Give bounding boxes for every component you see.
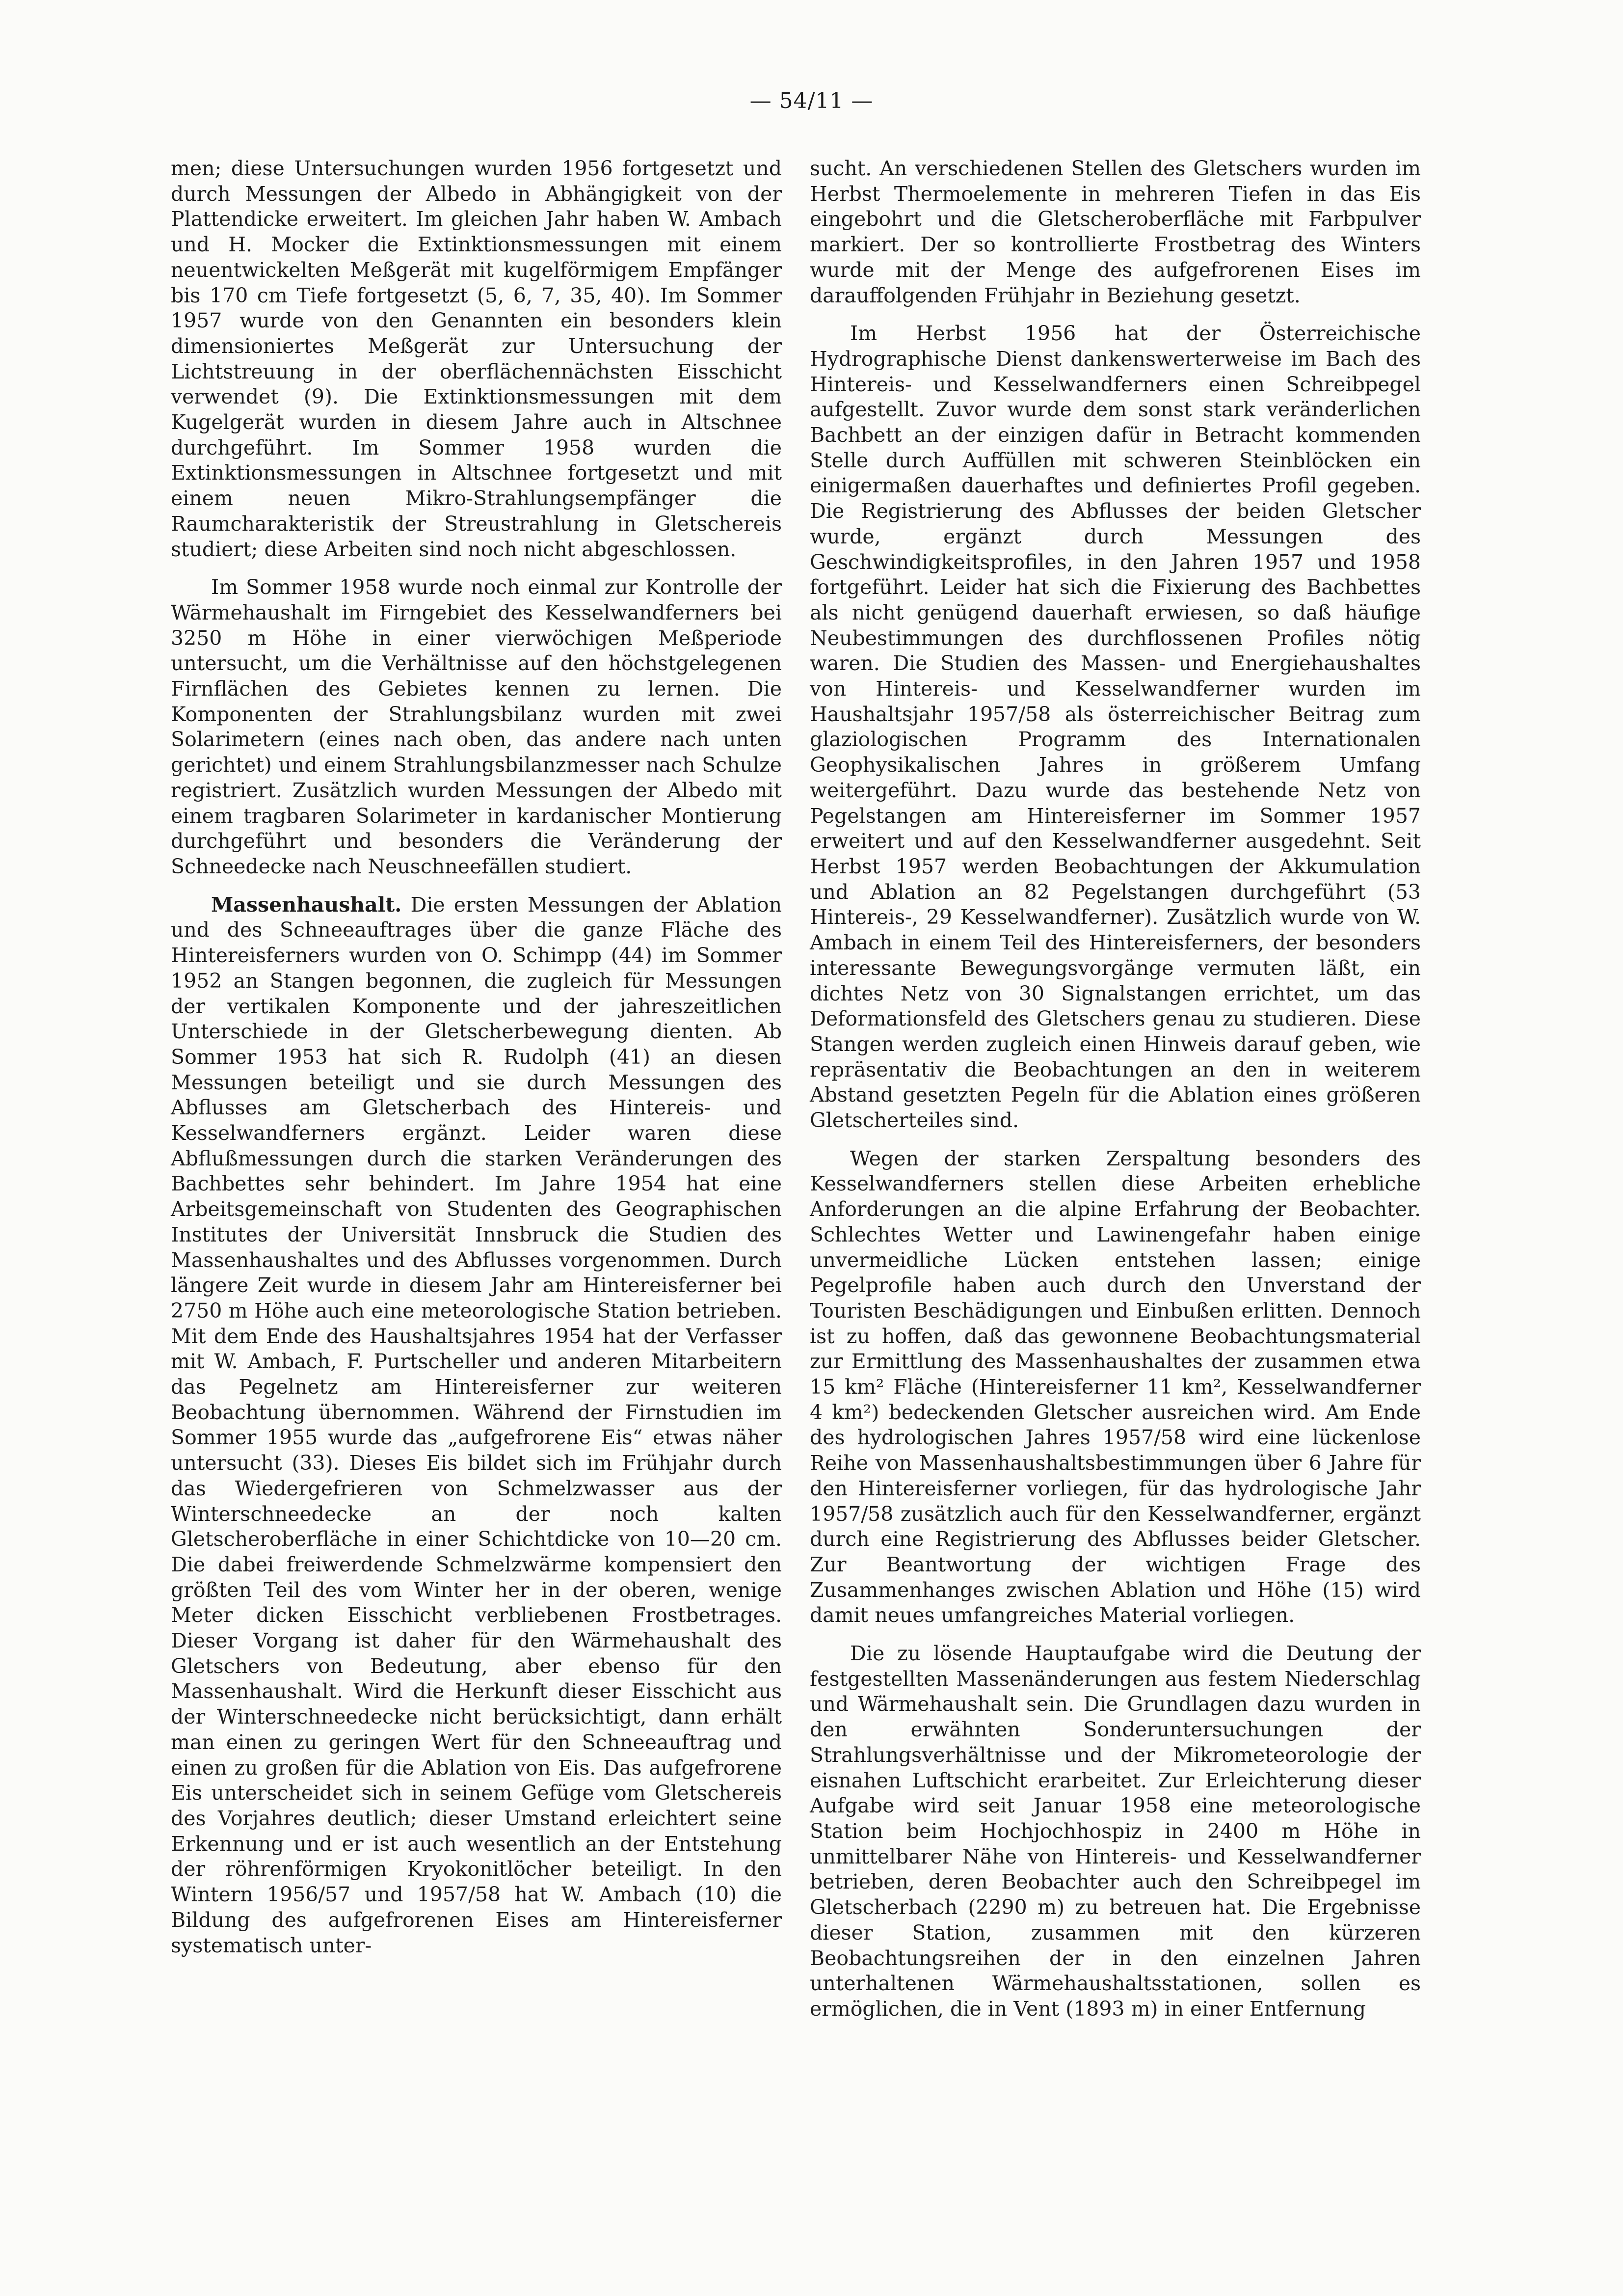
right-column — [810, 156, 1421, 2035]
paragraph-massenhaushalt — [171, 892, 782, 1959]
paragraph-body: Die ersten Messungen der Ablation und des Schneeauftrages über die ganze Fläche des Hintereisferners wurden von O. Schimpp (44) im Sommer 1952 an Stangen begonnen, die zugleich für Messungen der vertikalen Komponente und der jahreszeitlichen Unterschiede in der Gletscherbewegung dienten. Ab Sommer 1953 hat sich R. Rudolph (41) an diesen Messungen beteiligt und sie durch Messungen des Abflusses am Gletscherbach des Hintereis- und Kesselwandferners ergänzt. Leider waren diese Abflußmessungen durch die starken Veränderungen des Bachbettes sehr behindert. Im Jahre 1954 hat eine Arbeitsgemeinschaft von Studenten des Geographischen Institutes der Universität Innsbruck die Studien des Massenhaushaltes und des Abflusses vorgenommen. Durch längere Zeit wurde in diesem Jahr am Hintereisferner bei 2750 m Höhe auch eine meteorologische Station betrieben. Mit dem Ende des Haushaltsjahres 1954 hat der Verfasser mit W. Ambach, F. Purtscheller und anderen Mitarbeitern das Pegelnetz am Hintereisferner zur weiteren Beobachtung übernommen. Während der Firnstudien im Sommer 1955 wurde das „aufgefrorene Eis“ etwas näher untersucht (33). Dieses Eis bildet sich im Frühjahr durch das Wiedergefrieren von Schmelzwasser aus der Winterschneedecke an der noch kalten Gletscheroberfläche in einer Schichtdicke von 10—20 cm. Die dabei freiwerdende Schmelzwärme kompensiert den größten Teil des vom Winter her in der oberen, wenige Meter dicken Eisschicht verbliebenen Frostbetrages. Dieser Vorgang ist daher für den Wärmehaushalt des Gletschers von Bedeutung, aber ebenso für den Massenhaushalt. Wird die Herkunft dieser Eisschicht aus der Winterschneedecke nicht berücksichtigt, dann erhält man einen zu geringen Wert für den Schneeauftrag und einen zu großen für die Ablation von Eis. Das aufgefrorene Eis unterscheidet sich in seinem Gefüge vom Gletschereis des Vorjahres deutlich; dieser Umstand erleichtert seine Erkennung und er ist auch wesentlich an der Entstehung der röhrenförmigen Kryokonitlöcher beteiligt. In den Wintern 1956/57 und 1957/58 hat W. Ambach (10) die Bildung des aufgefrorenen Eises am Hintereisferner systematisch unter- — [171, 892, 782, 1957]
paragraph: Im Herbst 1956 hat der Österreichische Hydrographische Dienst dankenswerterweise im Bach des Hintereis- und Kesselwandferners einen Schreibpegel aufgestellt. Zuvor wurde dem sonst stark veränderlichen Bachbett an der einzigen dafür in Betracht kommenden Stelle durch Auffüllen mit schweren Steinblöcken ein einigermaßen dauerhaftes und definiertes Profil gegeben. Die Registrierung des Abflusses der beiden Gletscher wurde, ergänzt durch Messungen des Geschwindigkeitsprofiles, in den Jahren 1957 und 1958 fortgeführt. Leider hat sich die Fixierung des Bachbettes als nicht genügend dauerhaft erwiesen, so daß häufige Neubestimmungen des durchflossenen Profiles nötig waren. Die Studien des Massen- und Energiehaushaltes von Hintereis- und Kesselwandferner wurden im Haushaltsjahr 1957/58 als österreichischer Beitrag zum glaziologischen Programm des Internationalen Geophysikalischen Jahres in größerem Umfang weitergeführt. Dazu wurde das bestehende Netz von Pegelstangen am Hintereisferner im Sommer 1957 erweitert und auf den Kesselwandferner ausgedehnt. Seit Herbst 1957 werden Beobachtungen der Akkumulation und Ablation an 82 Pegelstangen durchgeführt (53 Hintereis-, 29 Kesselwandferner). Zusätzlich wurde von W. Ambach in einem Teil des Hintereisferners, der besonders interessante Bewegungsvorgänge vermuten läßt, ein dichtes Netz von 30 Signalstangen errichtet, um das Deformationsfeld des Gletschers genau zu studieren. Diese Stangen werden zugleich einen Hinweis darauf geben, wie repräsentativ die Beobachtungen an den in weiterem Abstand gesetzten Pegeln für die Ablation eines größeren Gletscherteiles sind. — [810, 322, 1421, 1133]
paragraph: Im Sommer 1958 wurde noch einmal zur Kontrolle der Wärmehaushalt im Firngebiet des Kesselwandferners bei 3250 m Höhe in einer vierwöchigen Meßperiode untersucht, um die Verhältnisse auf den höchstgelegenen Firnflächen des Gebietes kennen zu lernen. Die Komponenten der Strahlungsbilanz wurden mit zwei Solarimetern (eines nach oben, das andere nach unten gerichtet) und einem Strahlungsbilanzmesser nach Schulze registriert. Zusätzlich wurden Messungen der Albedo mit einem tragbaren Solarimeter in kardanischer Montierung durchgeführt und besonders die Veränderung der Schneedecke nach Neuschneefällen studiert. — [171, 575, 782, 878]
page-number: — 54/11 — — [749, 88, 874, 113]
left-column — [171, 156, 782, 1971]
section-heading: Massenhaushalt. — [211, 892, 402, 917]
paragraph: Wegen der starken Zerspaltung besonders des Kesselwandferners stellen diese Arbeiten erhebliche Anforderungen an die alpine Erfahrung der Beobachter. Schlechtes Wetter und Lawinengefahr haben einige unvermeidliche Lücken entstehen lassen; einige Pegelprofile haben auch durch den Unverstand der Touristen Beschädigungen und Einbußen erlitten. Dennoch ist zu hoffen, daß das gewonnene Beobachtungsmaterial zur Ermittlung des Massenhaushaltes der zusammen etwa 15 km² Fläche (Hintereisferner 11 km², Kesselwandferner 4 km²) bedeckenden Gletscher ausreichen wird. Am Ende des hydrologischen Jahres 1957/58 wird eine lückenlose Reihe von Massenhaushaltsbestimmungen über 6 Jahre für den Hintereisferner vorliegen, für das hydrologische Jahr 1957/58 zusätzlich auch für den Kesselwandferner, ergänzt durch eine Registrierung des Abflusses beider Gletscher. Zur Beantwortung der wichtigen Frage des Zusammenhanges zwischen Ablation und Höhe (15) wird damit neues umfangreiches Material vorliegen. — [810, 1146, 1421, 1627]
paragraph: sucht. An verschiedenen Stellen des Gletschers wurden im Herbst Thermoelemente in mehreren Tiefen in das Eis eingebohrt und die Gletscheroberfläche mit Farbpulver markiert. Der so kontrollierte Frostbetrag des Winters wurde mit der Menge des aufgefrorenen Eises im darauffolgenden Frühjahr in Beziehung gesetzt. — [810, 157, 1421, 307]
paragraph: men; diese Untersuchungen wurden 1956 fortgesetzt und durch Messungen der Albedo in Abhängigkeit von der Plattendicke erweitert. Im gleichen Jahr haben W. Ambach und H. Mocker die Extinktionsmessungen mit einem neuentwickelten Meßgerät mit kugelförmigem Empfänger bis 170 cm Tiefe fortgesetzt (5, 6, 7, 35, 40). Im Sommer 1957 wurde von den Genannten ein besonders klein dimensioniertes Meßgerät zur Untersuchung der Lichtstreuung in der oberflächennächsten Eisschicht verwendet (9). Die Extinktionsmessungen mit dem Kugelgerät wurden in diesem Jahre auch in Altschnee durchgeführt. Im Sommer 1958 wurden die Extinktionsmessungen in Altschnee fortgesetzt und mit einem neuen Mikro-Strahlungsempfänger die Raumcharakteristik der Streustrahlung in Gletschereis studiert; diese Arbeiten sind noch nicht abgeschlossen. — [171, 157, 782, 561]
paragraph: Die zu lösende Hauptaufgabe wird die Deutung der festgestellten Massenänderungen aus festem Niederschlag und Wärmehaushalt sein. Die Grundlagen dazu wurden in den erwähnten Sonderuntersuchungen der Strahlungsverhältnisse und der Mikrometeorologie der eisnahen Luftschicht erarbeitet. Zur Erleichterung dieser Aufgabe wird seit Januar 1958 eine meteorologische Station beim Hochjochhospiz in 2400 m Höhe in unmittelbarer Nähe von Hintereis- und Kesselwandferner betrieben, deren Beobachter auch den Schreibpegel im Gletscherbach (2290 m) zu betreuen hat. Die Ergebnisse dieser Station, zusammen mit den kürzeren Beobachtungsreihen der in den einzelnen Jahren unterhaltenen Wärmehaushaltsstationen, sollen es ermöglichen, die in Vent (1893 m) in einer Entfernung — [810, 1642, 1421, 2021]
